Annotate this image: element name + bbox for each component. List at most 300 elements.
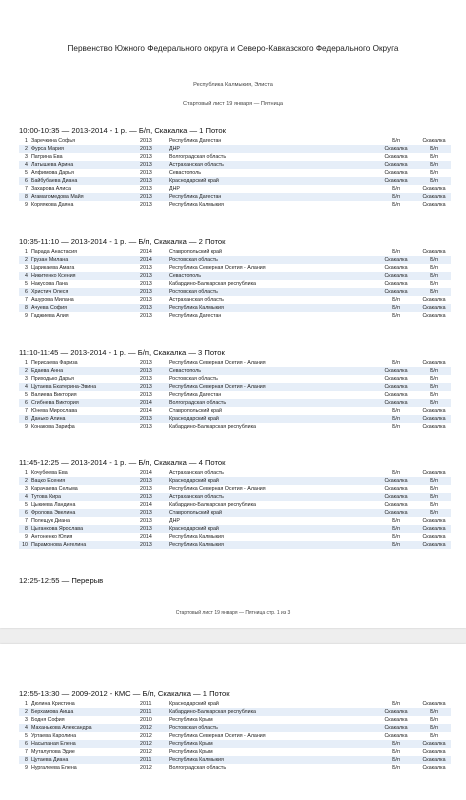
table-row (19, 477, 451, 485)
athlete-name: Тутова Кира (31, 494, 62, 500)
apparatus-2: Б/п (430, 502, 438, 508)
row-number: 9 (25, 313, 28, 319)
flow-section (19, 236, 451, 320)
birth-year: 2013 (140, 202, 152, 208)
row-number: 8 (25, 194, 28, 200)
athlete-name: Парада Анастасия (31, 249, 77, 255)
region-name: Республика Северная Осетия - Алания (169, 733, 266, 739)
athlete-name: Никитенко Ксения (31, 273, 76, 279)
athlete-name: Цутаева Диана (31, 757, 69, 763)
apparatus-2: Б/п (430, 170, 438, 176)
apparatus-1: Скакалка (384, 170, 408, 176)
birth-year: 2013 (140, 265, 152, 271)
region-name: Ставропольский край (169, 408, 222, 414)
birth-year: 2013 (140, 360, 152, 366)
athlete-name: Коряякова Дaяна (31, 202, 74, 208)
row-number: 4 (25, 725, 28, 731)
region-name: Республика Калмыкия (169, 757, 224, 763)
apparatus-2: Б/п (430, 733, 438, 739)
apparatus-2: Скакалка (422, 313, 446, 319)
apparatus-2: Скакалка (422, 526, 446, 532)
apparatus-1: Б/п (392, 194, 400, 200)
athlete-name: Латышева Арина (31, 162, 74, 168)
apparatus-2: Скакалка (422, 138, 446, 144)
birth-year: 2010 (140, 717, 152, 723)
row-number: 1 (25, 249, 28, 255)
apparatus-2: Б/п (430, 384, 438, 390)
table-row (19, 256, 451, 264)
flow-title: 12:55-13:30 — 2009-2012 - КМС — Б/п, Скакалка — 1 Поток (19, 689, 230, 698)
table-row (19, 272, 451, 280)
row-number: 3 (25, 154, 28, 160)
flow-section (19, 688, 451, 772)
table-row (19, 145, 451, 153)
flow-table (19, 137, 451, 209)
row-number: 3 (25, 717, 28, 723)
birth-year: 2012 (140, 741, 152, 747)
apparatus-1: Скакалка (384, 478, 408, 484)
apparatus-1: Б/п (392, 741, 400, 747)
table-row (19, 748, 451, 756)
apparatus-1: Скакалка (384, 392, 408, 398)
apparatus-2: Б/п (430, 510, 438, 516)
table-row (19, 153, 451, 161)
region-name: Волгоградская область (169, 400, 227, 406)
birth-year: 2013 (140, 478, 152, 484)
apparatus-2: Скакалка (422, 741, 446, 747)
flow-title: 10:00-10:35 — 2013-2014 - 1 р. — Б/п, Скакалка — 1 Поток (19, 126, 226, 135)
row-number: 9 (25, 202, 28, 208)
athlete-name: Конакова Зарифа (31, 424, 75, 430)
flow-table (19, 359, 451, 431)
region-name: Республика Дагестан (169, 138, 222, 144)
table-row (19, 732, 451, 740)
birth-year: 2014 (140, 502, 152, 508)
athlete-name: Приходько Дарья (31, 376, 74, 382)
region-name: Астраханская область (169, 297, 224, 303)
region-name: Краснодарский край (169, 701, 219, 707)
region-name: Ставропольский край (169, 510, 222, 516)
athlete-name: Маханькова Александра (31, 725, 92, 731)
region-name: Республика Калмыкия (169, 534, 224, 540)
table-row (19, 169, 451, 177)
apparatus-2: Б/п (430, 392, 438, 398)
apparatus-1: Скакалка (384, 146, 408, 152)
apparatus-1: Скакалка (384, 178, 408, 184)
apparatus-1: Б/п (392, 416, 400, 422)
table-row (19, 708, 451, 716)
region-name: Кабардино-Балкарская республика (169, 709, 256, 715)
apparatus-2: Скакалка (422, 360, 446, 366)
athlete-name: Цыганкова Ярослава (31, 526, 84, 532)
row-number: 7 (25, 186, 28, 192)
table-row (19, 485, 451, 493)
apparatus-2: Скакалка (422, 765, 446, 771)
region-name: ДНР (169, 518, 180, 524)
apparatus-1: Скакалка (384, 502, 408, 508)
table-row (19, 177, 451, 185)
apparatus-1: Скакалка (384, 273, 408, 279)
athlete-name: Сгибнева Виктория (31, 400, 79, 406)
apparatus-1: Б/п (392, 757, 400, 763)
table-row (19, 740, 451, 748)
region-name: ДНР (169, 146, 180, 152)
region-name: Ростовская область (169, 725, 218, 731)
table-row (19, 312, 451, 320)
table-row (19, 296, 451, 304)
apparatus-2: Б/п (430, 265, 438, 271)
athlete-name: Кочубеева Ева (31, 470, 68, 476)
region-name: Астраханская область (169, 470, 224, 476)
birth-year: 2013 (140, 424, 152, 430)
row-number: 2 (25, 478, 28, 484)
region-name: Кабардино-Балкарская республика (169, 281, 256, 287)
athlete-name: Насыпаная Елена (31, 741, 76, 747)
apparatus-2: Б/п (430, 478, 438, 484)
table-row (19, 501, 451, 509)
region-name: Севастополь (169, 170, 201, 176)
birth-year: 2013 (140, 289, 152, 295)
row-number: 3 (25, 265, 28, 271)
birth-year: 2013 (140, 154, 152, 160)
birth-year: 2014 (140, 408, 152, 414)
apparatus-2: Скакалка (422, 249, 446, 255)
apparatus-1: Б/п (392, 542, 400, 548)
region-name: Республика Крым (169, 749, 213, 755)
apparatus-2: Б/п (430, 709, 438, 715)
region-name: Севастополь (169, 273, 201, 279)
table-row (19, 724, 451, 732)
athlete-name: Христич Олеся (31, 289, 69, 295)
athlete-name: Фурса Мария (31, 146, 64, 152)
region-name: Ростовская область (169, 376, 218, 382)
flow-table (19, 248, 451, 320)
region-name: Ставропольский край (169, 249, 222, 255)
athlete-name: Дюлина Кристина (31, 701, 75, 707)
athlete-name: Муталупова Эдие (31, 749, 75, 755)
birth-year: 2012 (140, 749, 152, 755)
athlete-name: Валиева Виктория (31, 392, 77, 398)
row-number: 2 (25, 257, 28, 263)
region-name: Республика Северная Осетия - Алания (169, 384, 266, 390)
region-name: Краснодарский край (169, 178, 219, 184)
birth-year: 2013 (140, 297, 152, 303)
table-row (19, 288, 451, 296)
athlete-name: Берхамова Аиша (31, 709, 74, 715)
table-row (19, 399, 451, 407)
birth-year: 2013 (140, 146, 152, 152)
row-number: 6 (25, 400, 28, 406)
region-name: Краснодарский край (169, 526, 219, 532)
row-number: 4 (25, 384, 28, 390)
apparatus-2: Б/п (430, 376, 438, 382)
region-name: Волгоградская область (169, 154, 227, 160)
birth-year: 2014 (140, 400, 152, 406)
birth-year: 2013 (140, 510, 152, 516)
region-name: Республика Калмыкия (169, 542, 224, 548)
apparatus-1: Скакалка (384, 162, 408, 168)
page-footer: Стартовый лист 19 января — Пятница стр. 1 из 3 (175, 610, 291, 616)
break-label: 12:25-12:55 — Перерыв (19, 576, 104, 585)
athlete-name: Бодня София (31, 717, 65, 723)
apparatus-1: Б/п (392, 765, 400, 771)
apparatus-2: Скакалка (422, 518, 446, 524)
region-name: Кабардино-Балкарская республика (169, 502, 256, 508)
birth-year: 2013 (140, 178, 152, 184)
row-number: 1 (25, 470, 28, 476)
region-name: Краснодарский край (169, 416, 219, 422)
region-name: Кабардино-Балкарская республика (169, 424, 256, 430)
region-name: Республика Крым (169, 741, 213, 747)
apparatus-2: Б/п (430, 289, 438, 295)
birth-year: 2011 (140, 701, 152, 707)
apparatus-2: Б/п (430, 146, 438, 152)
apparatus-1: Скакалка (384, 281, 408, 287)
table-row (19, 280, 451, 288)
apparatus-1: Скакалка (384, 510, 408, 516)
birth-year: 2013 (140, 526, 152, 532)
athlete-name: Полещук Диана (31, 518, 70, 524)
birth-year: 2013 (140, 376, 152, 382)
birth-year: 2013 (140, 542, 152, 548)
apparatus-1: Б/п (392, 526, 400, 532)
birth-year: 2013 (140, 162, 152, 168)
apparatus-1: Б/п (392, 534, 400, 540)
apparatus-1: Скакалка (384, 289, 408, 295)
apparatus-1: Скакалка (384, 733, 408, 739)
apparatus-1: Скакалка (384, 368, 408, 374)
region-name: Ростовская область (169, 257, 218, 263)
apparatus-1: Б/п (392, 749, 400, 755)
row-number: 5 (25, 502, 28, 508)
region-name: Астраханская область (169, 494, 224, 500)
start-list-date: Стартовый лист 19 января — Пятница (182, 101, 284, 107)
apparatus-2: Б/п (430, 494, 438, 500)
athlete-name: Карачаева Сельма (31, 486, 78, 492)
apparatus-1: Б/п (392, 186, 400, 192)
apparatus-2: Б/п (430, 725, 438, 731)
table-row (19, 201, 451, 209)
row-number: 8 (25, 526, 28, 532)
birth-year: 2013 (140, 518, 152, 524)
apparatus-1: Скакалка (384, 717, 408, 723)
athlete-name: Цыкиева Ландина (31, 502, 76, 508)
apparatus-1: Скакалка (384, 486, 408, 492)
apparatus-2: Б/п (430, 717, 438, 723)
table-row (19, 367, 451, 375)
region-name: Республика Калмыкия (169, 202, 224, 208)
apparatus-1: Б/п (392, 313, 400, 319)
birth-year: 2013 (140, 194, 152, 200)
apparatus-1: Скакалка (384, 257, 408, 263)
page-2 (0, 644, 466, 800)
birth-year: 2013 (140, 281, 152, 287)
region-name: Республика Дагестан (169, 194, 222, 200)
flow-section (19, 347, 451, 431)
apparatus-2: Скакалка (422, 534, 446, 540)
apparatus-2: Скакалка (422, 186, 446, 192)
apparatus-1: Скакалка (384, 265, 408, 271)
table-row (19, 756, 451, 764)
table-row (19, 415, 451, 423)
birth-year: 2012 (140, 733, 152, 739)
region-name: ДНР (169, 186, 180, 192)
apparatus-1: Б/п (392, 360, 400, 366)
table-row (19, 185, 451, 193)
apparatus-1: Б/п (392, 297, 400, 303)
birth-year: 2012 (140, 725, 152, 731)
row-number: 2 (25, 709, 28, 715)
birth-year: 2013 (140, 138, 152, 144)
athlete-name: Данько Алина (31, 416, 66, 422)
table-row (19, 383, 451, 391)
region-name: Ростовская область (169, 289, 218, 295)
birth-year: 2013 (140, 494, 152, 500)
athlete-name: Ашурова Милана (31, 297, 74, 303)
flow-section (19, 457, 451, 549)
apparatus-1: Скакалка (384, 709, 408, 715)
row-number: 5 (25, 733, 28, 739)
athlete-name: Фролова Эвелина (31, 510, 76, 516)
athlete-name: Уртаева Каролина (31, 733, 77, 739)
athlete-name: Патрина Ева (31, 154, 63, 160)
athlete-name: Гаджиева Алия (31, 313, 69, 319)
row-number: 4 (25, 162, 28, 168)
apparatus-1: Скакалка (384, 154, 408, 160)
birth-year: 2014 (140, 534, 152, 540)
row-number: 10 (22, 542, 28, 548)
apparatus-1: Б/п (392, 249, 400, 255)
row-number: 6 (25, 178, 28, 184)
athlete-name: Цутаева Екатерина-Эвина (31, 384, 97, 390)
apparatus-2: Скакалка (422, 305, 446, 311)
apparatus-2: Б/п (430, 154, 438, 160)
table-row (19, 359, 451, 367)
table-row (19, 517, 451, 525)
row-number: 2 (25, 146, 28, 152)
flow-title: 10:35-11:10 — 2013-2014 - 1 р. — Б/п, Скакалка — 2 Поток (19, 237, 226, 246)
athlete-name: Накусова Лана (31, 281, 68, 287)
row-number: 3 (25, 486, 28, 492)
table-row (19, 391, 451, 399)
apparatus-2: Б/п (430, 257, 438, 263)
apparatus-1: Б/п (392, 424, 400, 430)
birth-year: 2013 (140, 313, 152, 319)
apparatus-1: Скакалка (384, 494, 408, 500)
birth-year: 2013 (140, 368, 152, 374)
athlete-name: Алфимова Дарья (31, 170, 74, 176)
document-title: Первенство Южного Федерального округа и Северо-Кавказского Федерального Округа (67, 44, 399, 53)
table-row (19, 525, 451, 533)
apparatus-1: Б/п (392, 470, 400, 476)
birth-year: 2014 (140, 249, 152, 255)
row-number: 5 (25, 281, 28, 287)
region-name: Республика Калмыкия (169, 305, 224, 311)
apparatus-2: Скакалка (422, 757, 446, 763)
region-name: Волгоградская область (169, 765, 227, 771)
region-name: Республика Северная Осетия - Алания (169, 360, 266, 366)
apparatus-2: Б/п (430, 281, 438, 287)
apparatus-1: Б/п (392, 202, 400, 208)
region-name: Республика Северная Осетия - Алания (169, 486, 266, 492)
apparatus-2: Б/п (430, 178, 438, 184)
row-number: 8 (25, 305, 28, 311)
athlete-name: Парамонова Ангелина (31, 542, 87, 548)
row-number: 8 (25, 416, 28, 422)
region-name: Республика Дагестан (169, 392, 222, 398)
athlete-name: Юнева Мирослава (31, 408, 78, 414)
table-row (19, 248, 451, 256)
table-row (19, 193, 451, 201)
row-number: 5 (25, 392, 28, 398)
region-name: Республика Крым (169, 717, 213, 723)
athlete-name: Грузан Милана (31, 257, 69, 263)
table-row (19, 541, 451, 549)
apparatus-2: Б/п (430, 273, 438, 279)
apparatus-1: Б/п (392, 518, 400, 524)
athlete-name: Захарова Алиса (31, 186, 71, 192)
flow-title: 11:45-12:25 — 2013-2014 - 1 р. — Б/п, Скакалка — 4 Поток (19, 458, 226, 467)
apparatus-2: Б/п (430, 162, 438, 168)
apparatus-1: Скакалка (384, 384, 408, 390)
table-row (19, 716, 451, 724)
location-text: Республика Калмыкия, Элиста (193, 82, 273, 88)
apparatus-1: Б/п (392, 408, 400, 414)
row-number: 9 (25, 424, 28, 430)
apparatus-2: Скакалка (422, 202, 446, 208)
apparatus-1: Б/п (392, 701, 400, 707)
apparatus-1: Б/п (392, 138, 400, 144)
birth-year: 2013 (140, 486, 152, 492)
birth-year: 2011 (140, 709, 152, 715)
apparatus-2: Скакалка (422, 408, 446, 414)
athlete-name: Едаева Анна (31, 368, 64, 374)
table-row (19, 375, 451, 383)
table-row (19, 304, 451, 312)
flow-table (19, 469, 451, 549)
region-name: Астраханская область (169, 162, 224, 168)
birth-year: 2014 (140, 470, 152, 476)
table-row (19, 137, 451, 145)
apparatus-2: Скакалка (422, 416, 446, 422)
athlete-name: Байбубаева Диана (31, 178, 78, 184)
birth-year: 2014 (140, 257, 152, 263)
apparatus-1: Скакалка (384, 376, 408, 382)
table-row (19, 423, 451, 431)
table-row (19, 469, 451, 477)
apparatus-1: Скакалка (384, 725, 408, 731)
row-number: 6 (25, 510, 28, 516)
athlete-name: Царикаева Амага (31, 265, 75, 271)
row-number: 7 (25, 518, 28, 524)
region-name: Краснодарский край (169, 478, 219, 484)
apparatus-1: Б/п (392, 305, 400, 311)
table-row (19, 509, 451, 517)
birth-year: 2013 (140, 416, 152, 422)
row-number: 1 (25, 138, 28, 144)
table-row (19, 407, 451, 415)
athlete-name: Агамагомедова Майя (31, 194, 84, 200)
row-number: 6 (25, 741, 28, 747)
athlete-name: Нургалеева Елена (31, 765, 77, 771)
birth-year: 2012 (140, 765, 152, 771)
athlete-name: Вацко Есения (31, 478, 66, 484)
apparatus-2: Скакалка (422, 424, 446, 430)
row-number: 8 (25, 757, 28, 763)
row-number: 5 (25, 170, 28, 176)
row-number: 3 (25, 376, 28, 382)
table-row (19, 493, 451, 501)
